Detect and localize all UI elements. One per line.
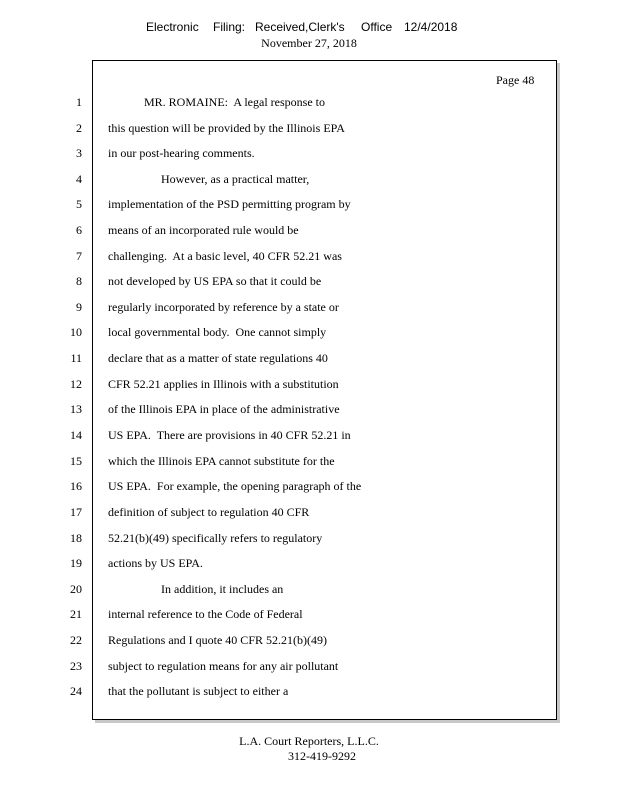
line-text: CFR 52.21 applies in Illinois with a substitution [108, 377, 339, 391]
line-number: 7 [76, 249, 82, 263]
transcript-line [0, 399, 560, 419]
line-number: 15 [70, 454, 82, 468]
transcript-line [0, 656, 560, 676]
line-number: 11 [70, 351, 82, 365]
line-text: challenging. At a basic level, 40 CFR 52.21 was [108, 249, 342, 263]
line-text: US EPA. There are provisions in 40 CFR 52.21 in [108, 428, 351, 442]
transcript-line [0, 451, 560, 471]
line-number: 12 [70, 377, 82, 391]
court-reporter-phone: 312-419-9292 [288, 749, 356, 763]
line-text: MR. ROMAINE: A legal response to [144, 95, 325, 109]
line-text: in our post-hearing comments. [108, 146, 255, 160]
transcript-line [0, 579, 560, 599]
transcript-line [0, 348, 560, 368]
transcript-line [0, 528, 560, 548]
transcript-line [0, 502, 560, 522]
line-number: 10 [70, 325, 82, 339]
line-text: local governmental body. One cannot simply [108, 325, 327, 339]
line-text: that the pollutant is subject to either a [108, 684, 289, 698]
stamp-electronic: Electronic [146, 20, 199, 34]
line-number: 20 [70, 582, 82, 596]
transcript-line [0, 143, 560, 163]
transcript-line [0, 297, 560, 317]
line-number: 5 [76, 197, 82, 211]
line-text: this question will be provided by the Illinois EPA [108, 121, 345, 135]
line-number: 22 [70, 633, 82, 647]
transcript-line [0, 169, 560, 189]
line-text: of the Illinois EPA in place of the administrative [108, 402, 340, 416]
line-text: regularly incorporated by reference by a state or [108, 300, 339, 314]
line-text: implementation of the PSD permitting program by [108, 197, 351, 211]
line-text: US EPA. For example, the opening paragraph of the [108, 479, 362, 493]
line-number: 9 [76, 300, 82, 314]
transcript-line [0, 476, 560, 496]
line-text: However, as a practical matter, [161, 172, 310, 186]
transcript-line [0, 92, 560, 112]
stamp-filed-date: 12/4/2018 [404, 20, 458, 34]
court-reporter-name: L.A. Court Reporters, L.L.C. [239, 734, 379, 748]
stamp-office: Office [361, 20, 393, 34]
line-text: In addition, it includes an [161, 582, 284, 596]
transcript-line [0, 322, 560, 342]
line-number: 21 [70, 607, 82, 621]
line-number: 19 [70, 556, 82, 570]
transcript-line [0, 604, 560, 624]
transcript-line [0, 194, 560, 214]
line-text: not developed by US EPA so that it could be [108, 274, 322, 288]
line-text: definition of subject to regulation 40 CFR [108, 505, 310, 519]
line-number: 4 [76, 172, 82, 186]
transcript-line [0, 374, 560, 394]
line-text: subject to regulation means for any air pollutant [108, 659, 339, 673]
transcript-date: November 27, 2018 [261, 36, 357, 50]
line-number: 2 [76, 121, 82, 135]
line-text: declare that as a matter of state regulations 40 [108, 351, 328, 365]
page-number: Page 48 [496, 73, 535, 87]
transcript-line [0, 246, 560, 266]
transcript-line [0, 118, 560, 138]
line-number: 24 [70, 684, 82, 698]
line-number: 3 [76, 146, 82, 160]
line-text: 52.21(b)(49) specifically refers to regulatory [108, 531, 323, 545]
line-text: which the Illinois EPA cannot substitute for the [108, 454, 335, 468]
line-number: 6 [76, 223, 82, 237]
line-number: 18 [70, 531, 82, 545]
line-number: 14 [70, 428, 82, 442]
line-text: Regulations and I quote 40 CFR 52.21(b)(49) [108, 633, 327, 647]
line-number: 17 [70, 505, 82, 519]
line-number: 13 [70, 402, 82, 416]
stamp-received: Received,Clerk's [255, 20, 345, 34]
transcript-line [0, 681, 560, 701]
transcript-line [0, 553, 560, 573]
line-text: internal reference to the Code of Federal [108, 607, 303, 621]
transcript-line [0, 425, 560, 445]
line-text: actions by US EPA. [108, 556, 203, 570]
transcript-line [0, 630, 560, 650]
stamp-filing: Filing: [213, 20, 246, 34]
line-number: 23 [70, 659, 82, 673]
line-text: means of an incorporated rule would be [108, 223, 299, 237]
line-number: 16 [70, 479, 82, 493]
line-number: 1 [76, 95, 82, 109]
line-number: 8 [76, 274, 82, 288]
transcript-line [0, 220, 560, 240]
transcript-line [0, 271, 560, 291]
